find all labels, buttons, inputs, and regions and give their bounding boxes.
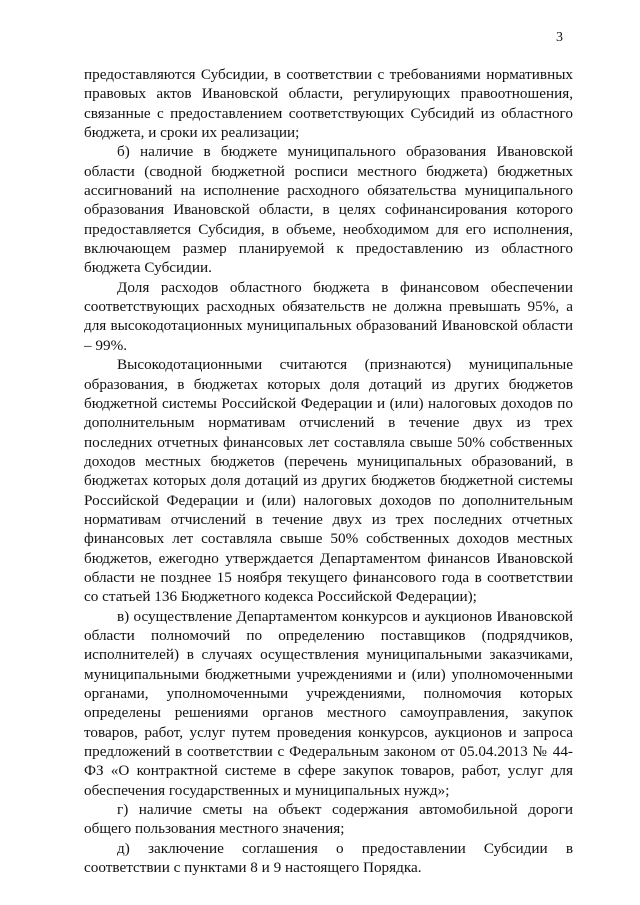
paragraph-continuation: предоставляются Субсидии, в соответствии с требованиями нормативных правовых актов Ивановской области, регулирующих правоотношения, связанные с предоставлением соответствующих Субсидий из областного бюджета, и сроки их реализации;: [84, 66, 573, 142]
paragraph-item-v: в) осуществление Департаментом конкурсов и аукционов Ивановской области полномочий по определению поставщиков (подрядчиков, исполнителей) в случаях осуществления муниципальными заказчиками, муниципальными бюджетными учреждениями и (или) уполномоченными органами, уполномоченными учреждениями, полномочия которых определены решениями органов местного самоуправления, закупок товаров, работ, услуг путем проведения конкурсов, аукционов и запроса предложений в соответствии с Федеральным законом от 05.04.2013 № 44-ФЗ «О контрактной системе в сфере закупок товаров, работ, услуг для обеспечения государственных и муниципальных нужд»;: [84, 607, 573, 799]
document-body: [84, 65, 573, 877]
paragraph-item-d: д) заключение соглашения о предоставлении Субсидии в соответствии с пунктами 8 и 9 настоящего Порядка.: [84, 839, 573, 877]
paragraph-budget-share: Доля расходов областного бюджета в финансовом обеспечении соответствующих расходных обязательств не должна превышать 95%, а для высокодотационных муниципальных образований Ивановской области – 99%.: [84, 278, 573, 354]
page-number: 3: [556, 30, 563, 45]
paragraph-high-subsidy-definition: Высокодотационными считаются (признаются) муниципальные образования, в бюджетах которых доля дотаций из других бюджетов бюджетной системы Российской Федерации и (или) налоговых доходов по дополнительным нормативам отчислений в течение двух из трех последних отчетных финансовых лет составляла свыше 50% собственных доходов местных бюджетов (перечень муниципальных образований, в бюджетах которых доля дотаций из других бюджетов бюджетной системы Российской Федерации и (или) налоговых доходов по дополнительным нормативам отчислений в течение двух из трех последних отчетных финансовых лет составляла свыше 50% собственных доходов местных бюджетов, ежегодно утверждается Департаментом финансов Ивановской области не позднее 15 ноября текущего финансового года в соответствии со статьей 136 Бюджетного кодекса Российской Федерации);: [84, 356, 573, 606]
paragraph-item-g: г) наличие сметы на объект содержания автомобильной дороги общего пользования местного значения;: [84, 801, 573, 838]
paragraph-item-b: б) наличие в бюджете муниципального образования Ивановской области (сводной бюджетной росписи местного бюджета) бюджетных ассигнований на исполнение расходного обязательства муниципального образования Ивановской области, в целях софинансирования которого предоставляется Субсидия, в объеме, необходимом для его исполнения, включающем размер планируемой к предоставлению из областного бюджета Субсидии.: [84, 143, 573, 277]
